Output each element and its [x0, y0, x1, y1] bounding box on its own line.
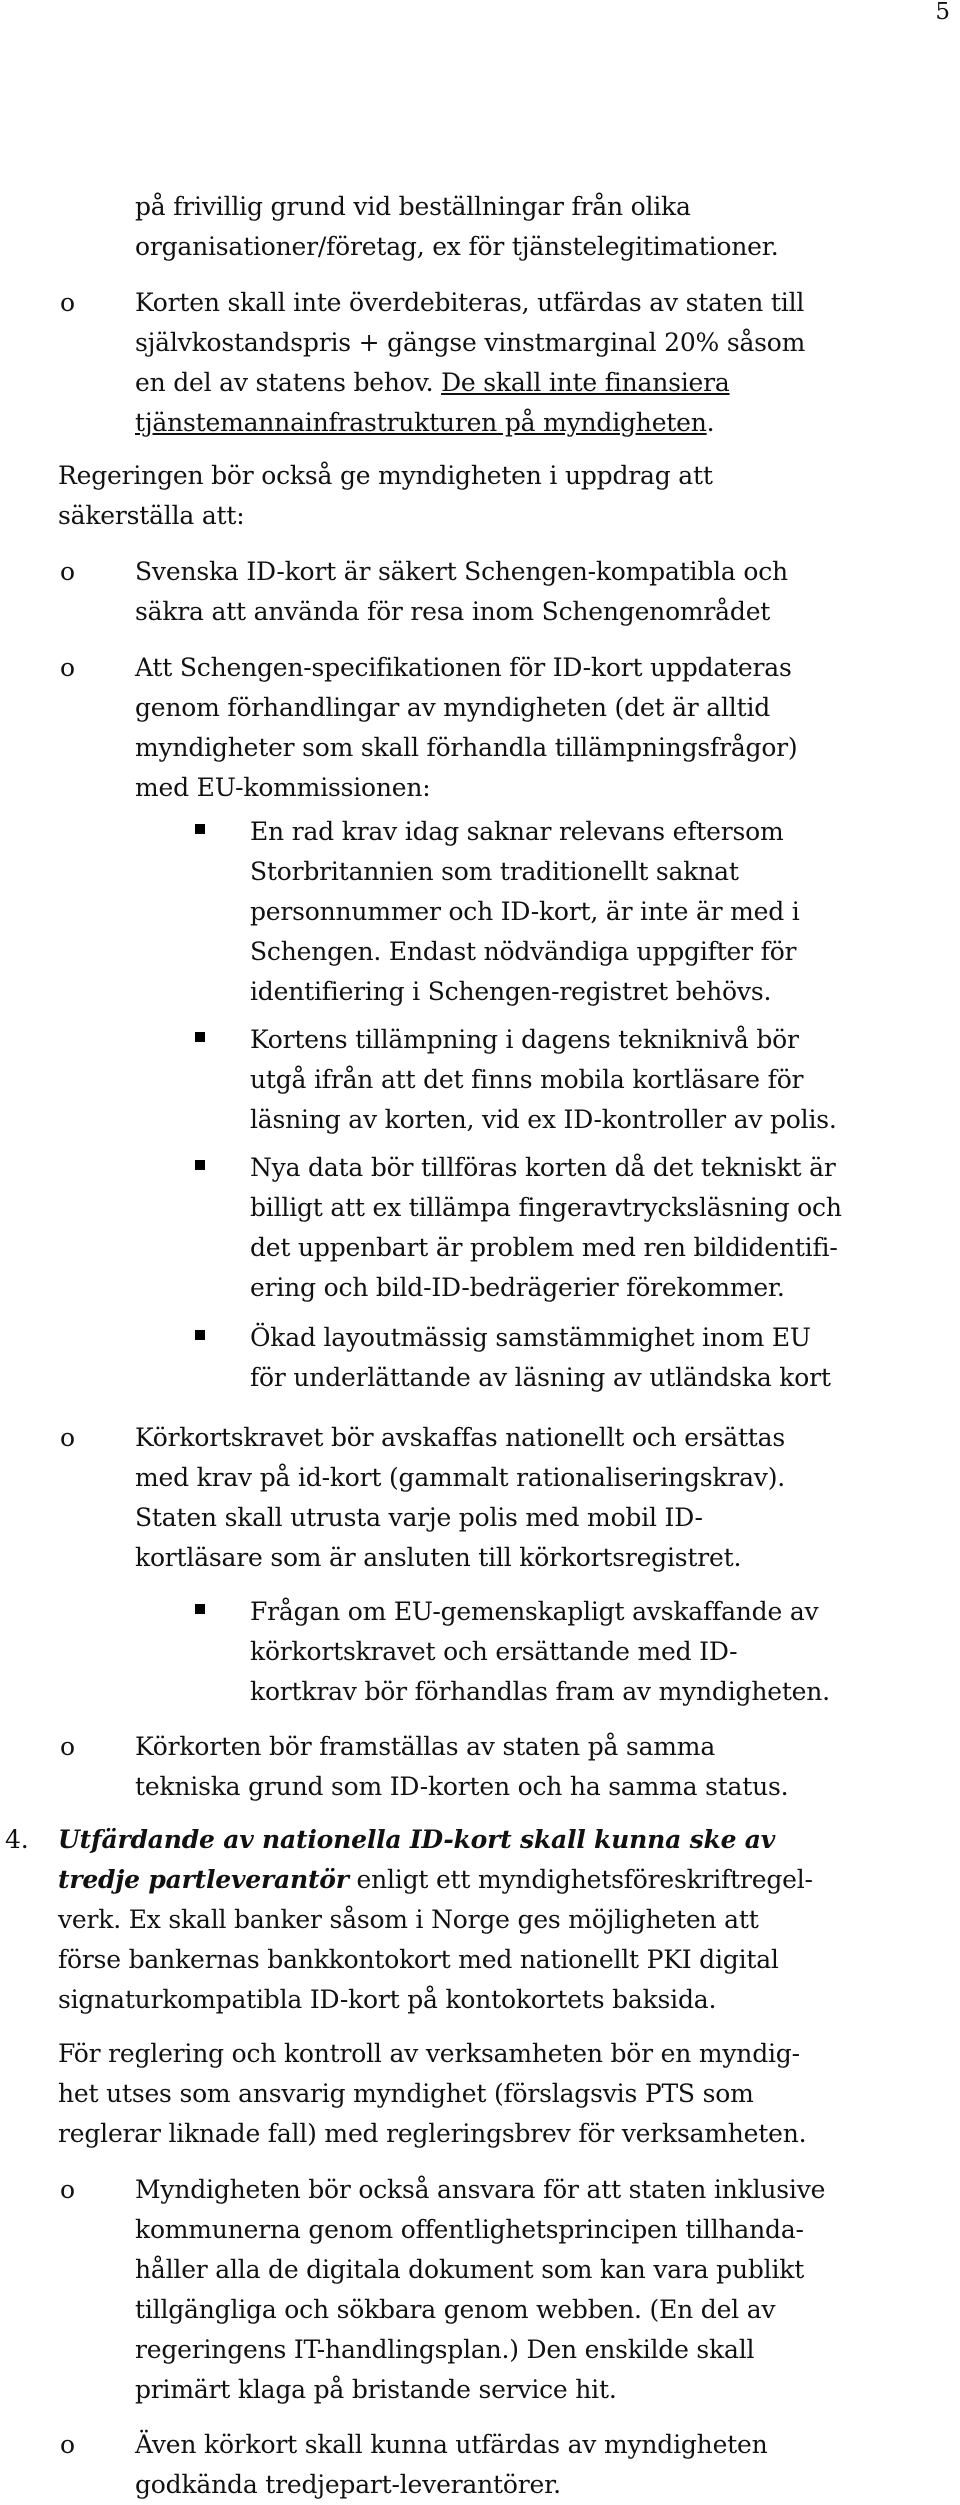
list-item-text: Även körkort skall kunna utfärdas av myndigheten: [135, 2430, 768, 2459]
sub-list-item-text: Frågan om EU-gemenskapligt avskaffande av: [250, 1597, 819, 1626]
bullet-square-marker: [195, 1330, 205, 1340]
sub-list-item-text: utgå ifrån att det finns mobila kortläsare för: [250, 1065, 804, 1094]
list-item-text: håller alla de digitala dokument som kan vara publikt: [135, 2255, 805, 2284]
sub-list-item-text: Kortens tillämpning i dagens tekniknivå bör: [250, 1025, 799, 1054]
bullet-circle-marker: o: [60, 653, 76, 682]
list-item-text: godkända tredjepart-leverantörer.: [135, 2470, 561, 2499]
bullet-square-marker: [195, 1032, 205, 1042]
sub-list-item-text: Ökad layoutmässig samstämmighet inom EU: [250, 1323, 811, 1352]
list-item-text: tekniska grund som ID-korten och ha samma status.: [135, 1772, 789, 1801]
list-item-text: genom förhandlingar av myndigheten (det är alltid: [135, 693, 771, 722]
paragraph-text: reglerar liknade fall) med regleringsbrev för verksamheten.: [58, 2119, 807, 2148]
list-item-text: primärt klaga på bristande service hit.: [135, 2375, 617, 2404]
list-number: 4.: [5, 1825, 29, 1854]
sub-list-item-text: för underlättande av läsning av utländska kort: [250, 1363, 831, 1392]
bullet-circle-marker: o: [60, 2175, 76, 2204]
sub-list-item-text: ering och bild-ID-bedrägerier förekommer.: [250, 1273, 785, 1302]
list-item-text-plain: en del av statens behov.: [135, 368, 442, 397]
numbered-item-text: signaturkompatibla ID-kort på kontokortets baksida.: [58, 1985, 717, 2014]
bullet-square-marker: [195, 1160, 205, 1170]
sub-list-item-text: identifiering i Schengen-registret behövs.: [250, 977, 772, 1006]
list-item-text: säkra att använda för resa inom Schengenområdet: [135, 597, 771, 626]
bullet-circle-marker: o: [60, 1732, 76, 1761]
sub-list-item-text: det uppenbart är problem med ren bildidentifi-: [250, 1233, 838, 1262]
sub-list-item-text: Storbritannien som traditionellt saknat: [250, 857, 739, 886]
sub-list-item-text: Nya data bör tillföras korten då det tekniskt är: [250, 1153, 836, 1182]
list-item-text: kommunerna genom offentlighetsprincipen tillhanda-: [135, 2215, 804, 2244]
list-item-text: Staten skall utrusta varje polis med mobil ID-: [135, 1503, 703, 1532]
list-item-text: kortläsare som är ansluten till körkortsregistret.: [135, 1543, 742, 1572]
period: .: [706, 408, 715, 437]
bullet-square-marker: [195, 824, 205, 834]
list-item-text: Att Schengen-specifikationen för ID-kort uppdateras: [135, 653, 792, 682]
sub-list-item-text: kortkrav bör förhandlas fram av myndigheten.: [250, 1677, 830, 1706]
numbered-item-text-plain: enligt ett myndighetsföreskriftregel-: [348, 1865, 813, 1894]
underlined-text: De skall inte finansiera: [441, 368, 730, 397]
numbered-item-heading: Utfärdande av nationella ID-kort skall kunna ske av: [58, 1825, 776, 1854]
list-item-text: [135, 363, 730, 403]
list-item-text: med krav på id-kort (gammalt rationaliseringskrav).: [135, 1463, 786, 1492]
bullet-circle-marker: o: [60, 288, 76, 317]
sub-list-item-text: billigt att ex tillämpa fingeravtrycksläsning och: [250, 1193, 842, 1222]
list-item-text: självkostandspris + gängse vinstmarginal 20% såsom: [135, 328, 806, 357]
list-item-text: myndigheter som skall förhandla tillämpningsfrågor): [135, 733, 798, 762]
sub-list-item-text: En rad krav idag saknar relevans eftersom: [250, 817, 784, 846]
paragraph-text: het utses som ansvarig myndighet (förslagsvis PTS som: [58, 2079, 754, 2108]
list-item-text: Svenska ID-kort är säkert Schengen-kompatibla och: [135, 557, 788, 586]
list-item-text: Körkortskravet bör avskaffas nationellt och ersättas: [135, 1423, 785, 1452]
sub-list-item-text: personnummer och ID-kort, är inte är med i: [250, 897, 800, 926]
sub-list-item-text: Schengen. Endast nödvändiga uppgifter för: [250, 937, 797, 966]
emphasis-text: tredje partleverantör: [58, 1865, 349, 1894]
numbered-item-text: [58, 1860, 813, 1900]
numbered-item-text: förse bankernas bankkontokort med nationellt PKI digital: [58, 1945, 779, 1974]
paragraph-text: säkerställa att:: [58, 501, 245, 530]
list-item-text: Korten skall inte överdebiteras, utfärdas av staten till: [135, 288, 805, 317]
sub-list-item-text: läsning av korten, vid ex ID-kontroller av polis.: [250, 1105, 837, 1134]
underlined-text: tjänstemannainfrastrukturen på myndigheten: [135, 408, 707, 437]
body-text-line: på frivillig grund vid beställningar från olika: [135, 192, 691, 221]
list-item-text: [135, 403, 714, 443]
bullet-circle-marker: o: [60, 1423, 76, 1452]
bullet-circle-marker: o: [60, 2430, 76, 2459]
paragraph-text: För reglering och kontroll av verksamheten bör en myndig-: [58, 2039, 800, 2068]
paragraph-text: Regeringen bör också ge myndigheten i uppdrag att: [58, 461, 713, 490]
list-item-text: med EU-kommissionen:: [135, 773, 431, 802]
list-item-text: Myndigheten bör också ansvara för att staten inklusive: [135, 2175, 826, 2204]
bullet-square-marker: [195, 1604, 205, 1614]
list-item-text: Körkorten bör framställas av staten på samma: [135, 1732, 716, 1761]
body-text-line: organisationer/företag, ex för tjänstelegitimationer.: [135, 232, 779, 261]
sub-list-item-text: körkortskravet och ersättande med ID-: [250, 1637, 738, 1666]
page-number: 5: [935, 0, 950, 25]
bullet-circle-marker: o: [60, 557, 76, 586]
list-item-text: regeringens IT-handlingsplan.) Den enskilde skall: [135, 2335, 755, 2364]
list-item-text: tillgängliga och sökbara genom webben. (En del av: [135, 2295, 776, 2324]
numbered-item-text: verk. Ex skall banker såsom i Norge ges möjligheten att: [58, 1905, 759, 1934]
